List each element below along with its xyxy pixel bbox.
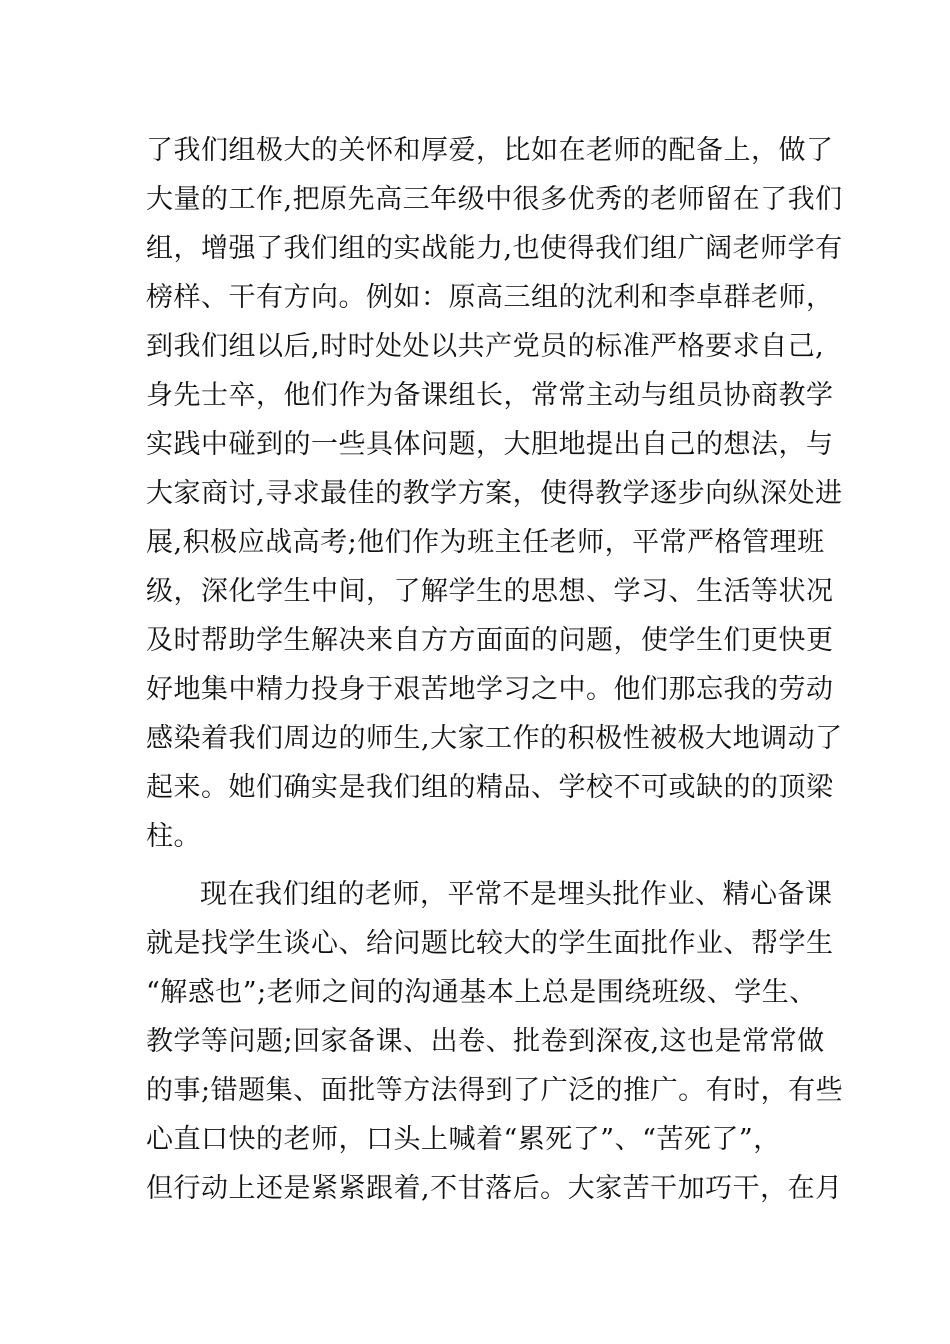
text-line: 组，增强了我们组的实战能力,也使得我们组广阔老师学有 — [146, 233, 843, 264]
text-line: 起来。她们确实是我们组的精品、学校不可或缺的的顶梁 — [146, 772, 834, 803]
text-line: 身先士卒，他们作为备课组长，常常主动与组员协商教学 — [146, 380, 834, 411]
text-line: 大量的工作,把原先高三年级中很多优秀的老师留在了我们 — [146, 184, 843, 215]
text-line: 大家商讨,寻求最佳的教学方案，使得教学逐步向纵深处进 — [146, 478, 843, 509]
paragraph-2 — [146, 870, 844, 1213]
text-line: 好地集中精力投身于艰苦地学习之中。他们那忘我的劳动 — [146, 674, 834, 705]
text-line: 心直口快的老师，口头上喊着“累死了”、“苦死了”， — [146, 1124, 781, 1155]
text-line: 展,积极应战高考;他们作为班主任老师，平常严格管理班 — [146, 527, 825, 558]
text-line: 实践中碰到的一些具体问题，大胆地提出自己的想法，与 — [146, 429, 834, 460]
text-line: 到我们组以后,时时处处以共产党员的标准严格要求自己, — [146, 331, 825, 362]
text-line: 但行动上还是紧紧跟着,不甘落后。大家苦干加巧干，在月 — [146, 1173, 843, 1204]
text-line: 级，深化学生中间，了解学生的思想、学习、生活等状况 — [146, 576, 834, 607]
text-line: 及时帮助学生解决来自方方面面的问题，使学生们更快更 — [146, 625, 834, 656]
text-line: 就是找学生谈心、给问题比较大的学生面批作业、帮学生 — [146, 928, 834, 959]
text-line: “解惑也”;老师之间的沟通基本上总是围绕班级、学生、 — [146, 977, 817, 1008]
text-line: 了我们组极大的关怀和厚爱，比如在老师的配备上，做了 — [146, 135, 834, 166]
paragraph-1 — [146, 126, 843, 861]
text-line: 榜样、干有方向。例如：原高三组的沈利和李卓群老师， — [146, 282, 834, 313]
text-line: 现在我们组的老师，平常不是埋头批作业、精心备课 — [200, 879, 833, 910]
text-line: 教学等问题;回家备课、出卷、批卷到深夜,这也是常常做 — [146, 1026, 825, 1057]
text-line: 的事;错题集、面批等方法得到了广泛的推广。有时，有些 — [146, 1075, 844, 1106]
text-line: 柱。 — [146, 821, 201, 852]
text-line: 感染着我们周边的师生,大家工作的积极性被极大地调动了 — [146, 723, 843, 754]
